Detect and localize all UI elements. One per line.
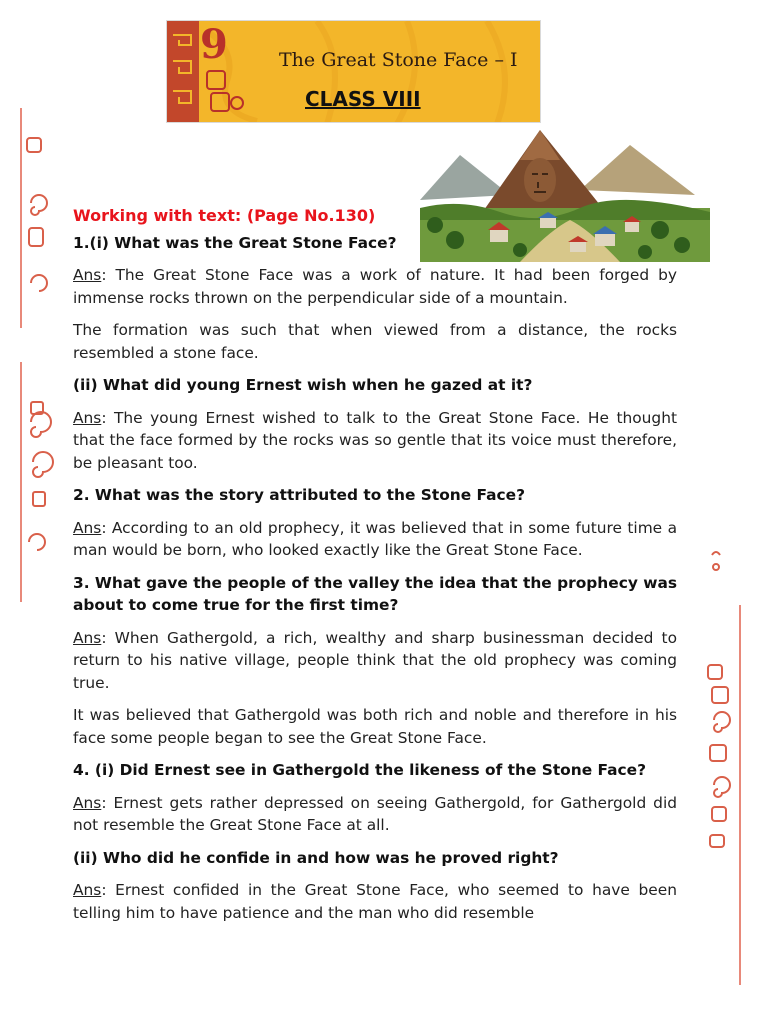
chapter-number: 9 [200,21,228,68]
answer-3-continued: It was believed that Gathergold was both rich and noble and therefore in his face some people began to see the Great Stone Face. [73,706,677,747]
answer-1-i-continued: The formation was such that when viewed from a distance, the rocks resembled a stone face. [73,321,677,362]
decorative-border-left-top [15,108,53,328]
answer-text: : The young Ernest wished to talk to the Great Stone Face. He thought that the face formed by the rocks was so gentle that its voice must therefore, be pleasant too. [73,408,677,472]
worksheet-content [73,205,677,934]
question-3: 3. What gave the people of the valley the idea that the prophecy was about to come true for the first time? [73,573,677,614]
answer-4-i [73,792,677,837]
answer-2 [73,517,677,562]
question-1-ii: (ii) What did young Ernest wish when he gazed at it? [73,376,533,394]
answer-text: : When Gathergold, a rich, wealthy and sharp businessman decided to return to his native village, people think that the old prophecy was coming true. [73,628,677,692]
answer-text: : Ernest confided in the Great Stone Face, who seemed to have been telling him to have patience and the man who did resemble [73,881,677,922]
ans-label: Ans [73,793,102,812]
question-2: 2. What was the story attributed to the Stone Face? [73,486,526,504]
ans-label: Ans [73,628,102,647]
question-4-ii: (ii) Who did he confide in and how was he proved right? [73,848,559,867]
section-heading: Working with text: (Page No.130) [73,206,376,225]
ans-label: Ans [73,518,102,537]
question-1-i: 1.(i) What was the Great Stone Face? [73,233,397,252]
ans-label: Ans [73,881,102,899]
chapter-title: The Great Stone Face – I [279,49,518,71]
chapter-banner [166,20,541,123]
answer-4-ii [73,879,677,924]
class-label: CLASS VIII [305,87,421,111]
ans-label: Ans [73,266,102,284]
decorative-border-right [700,545,750,985]
answer-text: : The Great Stone Face was a work of nature. It had been forged by immense rocks thrown on the perpendicular side of a mountain. [73,266,677,307]
answer-text: : Ernest gets rather depressed on seeing Gathergold, for Gathergold did not resemble the Great Stone Face at all. [73,793,677,834]
decorative-border-left-bottom [15,362,60,602]
answer-1-ii [73,407,677,475]
answer-text: : According to an old prophecy, it was believed that in some future time a man would be born, who looked exactly like the Great Stone Face. [73,518,677,559]
answer-1-i [73,264,677,309]
question-4-i: 4. (i) Did Ernest see in Gathergold the likeness of the Stone Face? [73,761,646,779]
ans-label: Ans [73,408,102,427]
answer-3 [73,627,677,695]
